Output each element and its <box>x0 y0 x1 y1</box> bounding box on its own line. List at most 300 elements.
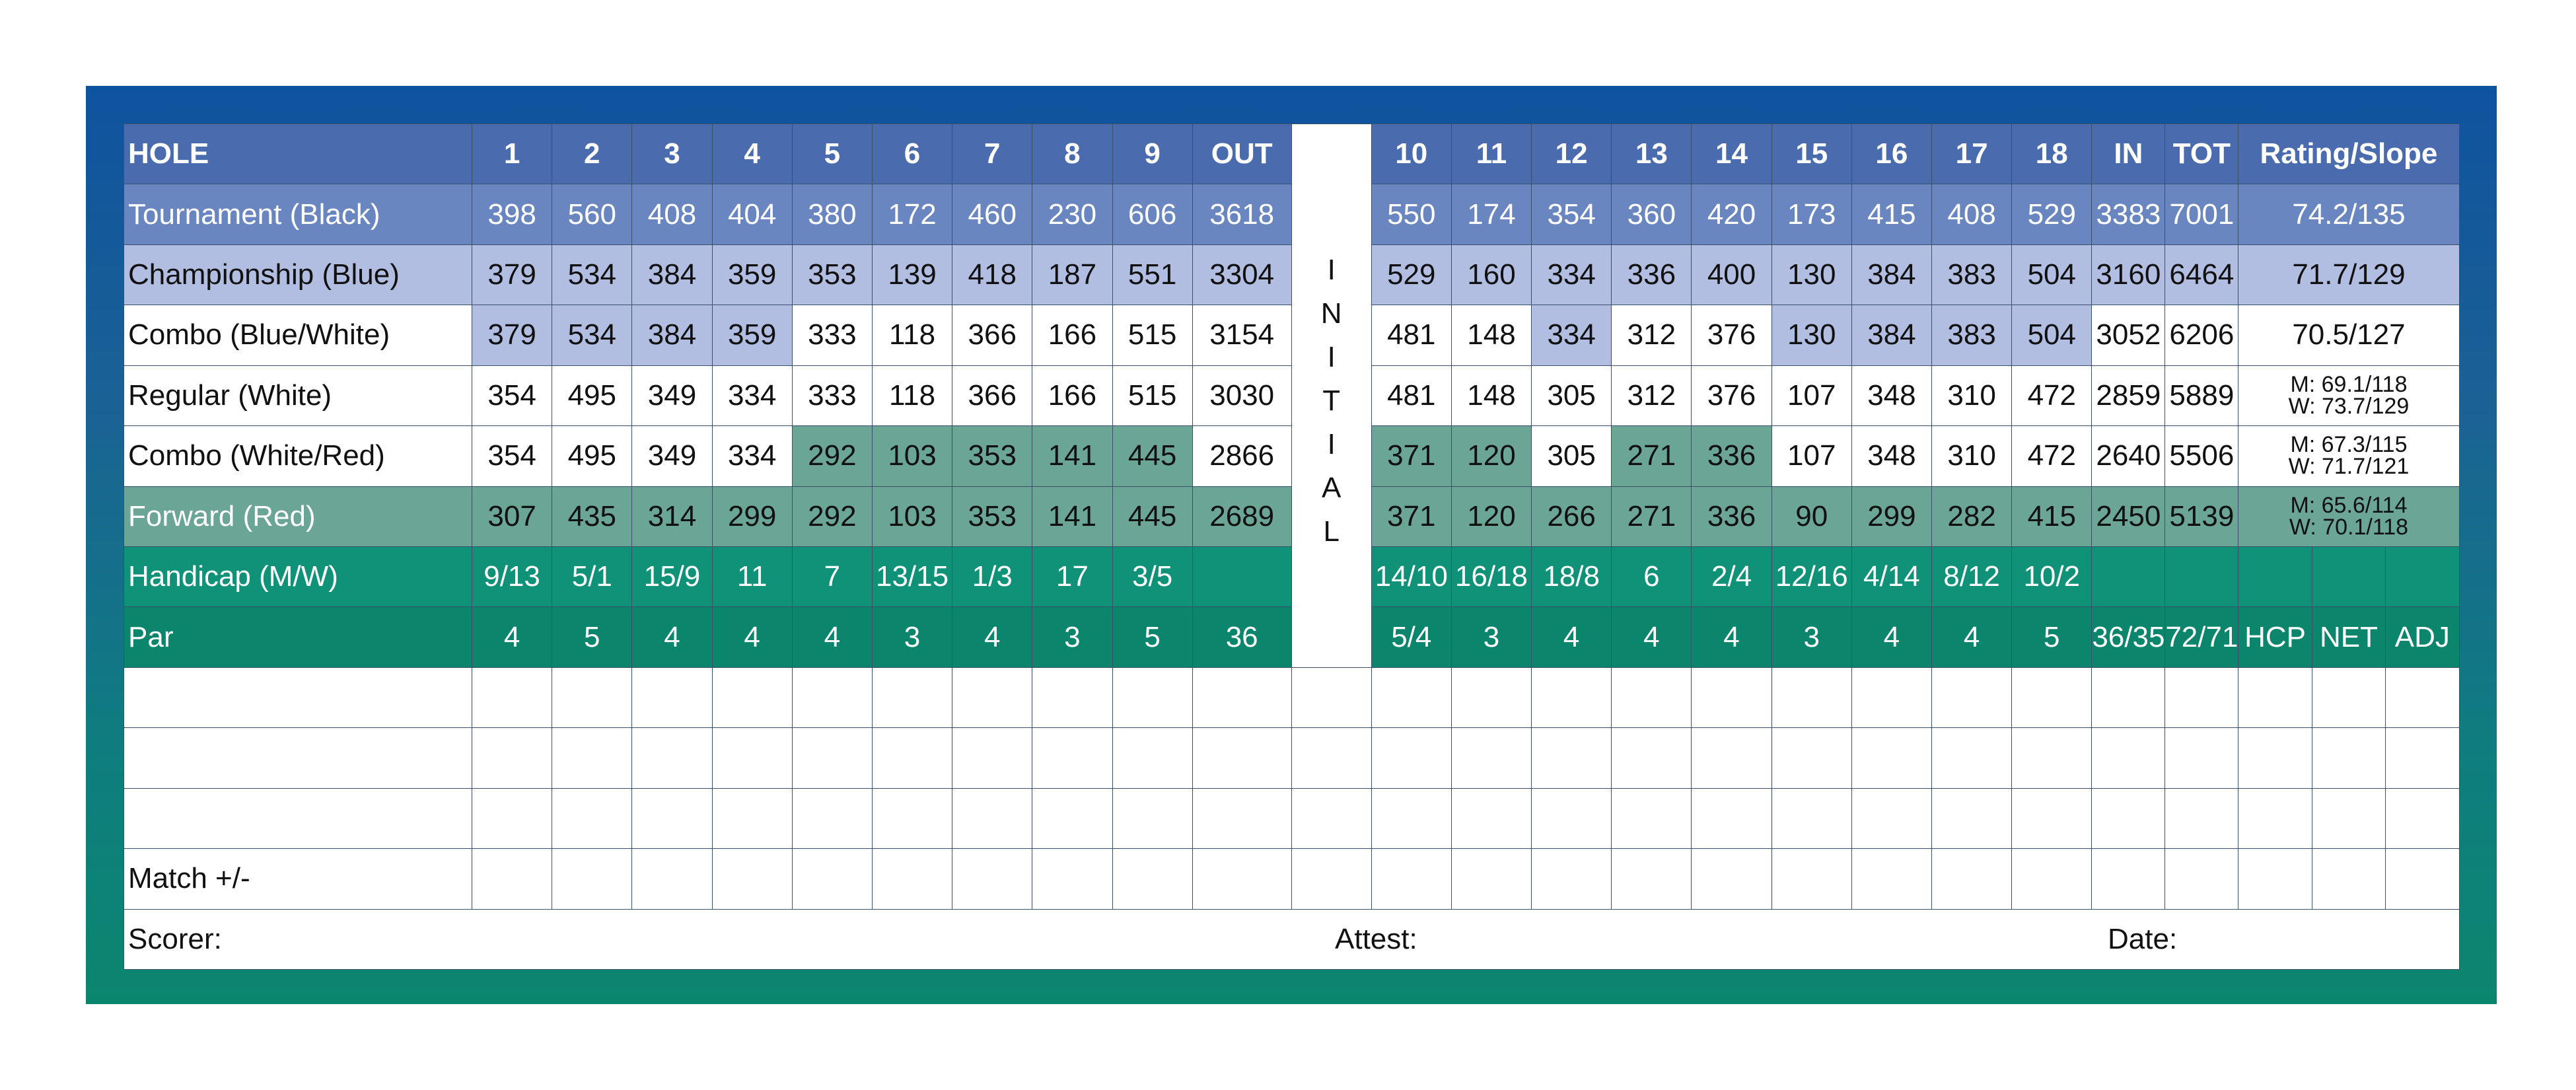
score-entry-cell[interactable] <box>1532 728 1612 788</box>
yardage-cell: 292 <box>793 426 873 486</box>
yardage-cell: 174 <box>1452 184 1532 244</box>
score-entry-cell[interactable] <box>873 728 952 788</box>
par-tot: 72/71 <box>2165 607 2238 667</box>
yardage-cell: 349 <box>632 426 712 486</box>
yardage-cell: 529 <box>1372 245 1452 305</box>
score-entry-cell[interactable] <box>793 728 873 788</box>
yardage-cell: 384 <box>1852 305 1932 365</box>
score-entry-cell[interactable] <box>1292 789 1372 849</box>
header-16: 16 <box>1852 124 1932 184</box>
score-entry-cell[interactable] <box>713 668 793 728</box>
score-entry-cell[interactable] <box>1032 849 1112 909</box>
player-name-cell[interactable] <box>124 728 472 788</box>
score-entry-cell[interactable] <box>1772 849 1852 909</box>
par-cell: 4 <box>1692 607 1771 667</box>
score-entry-cell[interactable] <box>2165 849 2238 909</box>
yardage-cell: 383 <box>1932 245 2012 305</box>
yardage-cell: 495 <box>552 426 632 486</box>
score-entry-cell[interactable] <box>1532 789 1612 849</box>
yardage-cell: 349 <box>632 366 712 426</box>
yardage-cell: 312 <box>1612 366 1692 426</box>
handicap-cell: 5/1 <box>552 547 632 607</box>
rating-line: 70.5/127 <box>2292 318 2406 351</box>
handicap-empty <box>2165 547 2238 607</box>
header-tot: TOT <box>2165 124 2238 184</box>
score-entry-cell[interactable] <box>1372 668 1452 728</box>
score-entry-cell[interactable] <box>632 728 712 788</box>
yardage-cell: 348 <box>1852 366 1932 426</box>
yardage-cell: 534 <box>552 305 632 365</box>
score-entry-cell[interactable] <box>1292 728 1372 788</box>
yardage-cell: 166 <box>1032 305 1112 365</box>
handicap-cell: 18/8 <box>1532 547 1612 607</box>
rating-line: W: 73.7/129 <box>2288 393 2410 419</box>
score-entry-cell[interactable] <box>1772 789 1852 849</box>
score-entry-cell[interactable] <box>2386 789 2459 849</box>
score-entry-cell[interactable] <box>713 728 793 788</box>
initial-letter: I <box>1327 428 1336 460</box>
score-entry-cell[interactable] <box>1292 668 1372 728</box>
par-adj: ADJ <box>2386 607 2459 667</box>
score-entry-cell[interactable] <box>2238 668 2312 728</box>
yardage-cell: 333 <box>793 305 873 365</box>
initial-letter: T <box>1322 384 1341 417</box>
score-entry-cell[interactable] <box>952 728 1032 788</box>
score-entry-cell[interactable] <box>1932 849 2012 909</box>
par-cell: 3 <box>873 607 952 667</box>
rating-line: M: 67.3/115 <box>2290 432 2408 458</box>
yardage-cell: 408 <box>632 184 712 244</box>
yardage-cell: 307 <box>472 487 552 547</box>
scorer-label[interactable]: Scorer: <box>128 922 222 955</box>
header-2: 2 <box>552 124 632 184</box>
score-entry-cell[interactable] <box>1692 789 1771 849</box>
score-entry-cell[interactable] <box>1372 849 1452 909</box>
rating-slope <box>2238 245 2459 305</box>
score-entry-cell[interactable] <box>873 789 952 849</box>
yardage-cell: 383 <box>1932 305 2012 365</box>
par-cell: 5 <box>552 607 632 667</box>
yardage-cell: 415 <box>1852 184 1932 244</box>
yardage-cell: 366 <box>952 305 1032 365</box>
score-entry-cell[interactable] <box>2165 728 2238 788</box>
score-entry-cell[interactable] <box>552 668 632 728</box>
par-cell: 3 <box>1772 607 1852 667</box>
header-15: 15 <box>1772 124 1852 184</box>
yardage-cell: 384 <box>632 245 712 305</box>
score-entry-cell[interactable] <box>1612 668 1692 728</box>
header-14: 14 <box>1692 124 1771 184</box>
score-entry-cell[interactable] <box>2012 668 2092 728</box>
yardage-cell: 379 <box>472 305 552 365</box>
score-entry-cell[interactable] <box>1612 789 1692 849</box>
score-entry-cell[interactable] <box>1932 728 2012 788</box>
header-11: 11 <box>1452 124 1532 184</box>
score-entry-cell[interactable] <box>793 668 873 728</box>
tee-label: Regular (White) <box>124 366 472 426</box>
in-total: 3160 <box>2092 245 2165 305</box>
score-entry-cell[interactable] <box>1852 789 1932 849</box>
handicap-cell: 15/9 <box>632 547 712 607</box>
tot-total: 5889 <box>2165 366 2238 426</box>
signature-footer <box>124 910 2460 970</box>
score-entry-cell[interactable] <box>1113 668 1193 728</box>
rating-line: 71.7/129 <box>2292 258 2406 291</box>
score-entry-cell[interactable] <box>1372 789 1452 849</box>
yardage-cell: 371 <box>1372 426 1452 486</box>
rating-line: M: 69.1/118 <box>2290 371 2408 397</box>
score-entry-cell[interactable] <box>873 668 952 728</box>
score-entry-cell[interactable] <box>2238 789 2312 849</box>
attest-label[interactable]: Attest: <box>1335 922 1417 955</box>
initial-column <box>1292 124 1372 668</box>
header-10: 10 <box>1372 124 1452 184</box>
score-entry-cell[interactable] <box>713 789 793 849</box>
handicap-label: Handicap (M/W) <box>124 547 472 607</box>
handicap-cell: 1/3 <box>952 547 1032 607</box>
yardage-cell: 334 <box>713 366 793 426</box>
score-entry-cell[interactable] <box>1852 668 1932 728</box>
scorecard <box>86 86 2497 1004</box>
yardage-cell: 435 <box>552 487 632 547</box>
yardage-cell: 103 <box>873 487 952 547</box>
yardage-cell: 398 <box>472 184 552 244</box>
score-entry-cell[interactable] <box>1772 668 1852 728</box>
score-entry-cell[interactable] <box>2312 849 2386 909</box>
yardage-cell: 445 <box>1113 426 1193 486</box>
yardage-cell: 504 <box>2012 245 2092 305</box>
score-entry-cell[interactable] <box>2092 849 2165 909</box>
handicap-cell: 8/12 <box>1932 547 2012 607</box>
yardage-cell: 408 <box>1932 184 2012 244</box>
score-entry-cell[interactable] <box>632 789 712 849</box>
yardage-cell: 187 <box>1032 245 1112 305</box>
handicap-cell: 16/18 <box>1452 547 1532 607</box>
header-6: 6 <box>873 124 952 184</box>
score-entry-cell[interactable] <box>1692 849 1771 909</box>
score-entry-cell[interactable] <box>2092 668 2165 728</box>
handicap-cell: 7 <box>793 547 873 607</box>
score-entry-cell[interactable] <box>2386 849 2459 909</box>
yardage-cell: 379 <box>472 245 552 305</box>
score-entry-cell[interactable] <box>2092 789 2165 849</box>
initial-letter: N <box>1320 297 1342 330</box>
score-entry-cell[interactable] <box>2238 728 2312 788</box>
score-entry-cell[interactable] <box>1612 728 1692 788</box>
yardage-cell: 310 <box>1932 366 2012 426</box>
score-entry-cell[interactable] <box>632 849 712 909</box>
tee-label: Tournament (Black) <box>124 184 472 244</box>
tee-label: Combo (Blue/White) <box>124 305 472 365</box>
score-entry-cell[interactable] <box>472 728 552 788</box>
score-entry-cell[interactable] <box>1532 849 1612 909</box>
handicap-cell: 10/2 <box>2012 547 2092 607</box>
par-cell: 4 <box>1532 607 1612 667</box>
initial-letter: A <box>1322 472 1342 504</box>
handicap-cell: 6 <box>1612 547 1692 607</box>
tot-total: 5139 <box>2165 487 2238 547</box>
score-entry-cell[interactable] <box>1532 668 1612 728</box>
yardage-cell: 353 <box>952 426 1032 486</box>
yardage-cell: 266 <box>1532 487 1612 547</box>
score-entry-cell[interactable] <box>552 849 632 909</box>
par-net: NET <box>2312 607 2386 667</box>
rating-slope <box>2238 487 2459 547</box>
rating-line: 74.2/135 <box>2292 198 2406 231</box>
par-cell: 4 <box>1932 607 2012 667</box>
score-entry-cell[interactable] <box>1612 849 1692 909</box>
score-entry-cell[interactable] <box>1193 728 1292 788</box>
score-entry-cell[interactable] <box>952 668 1032 728</box>
handicap-cell: 14/10 <box>1372 547 1452 607</box>
out-total: 3304 <box>1193 245 1292 305</box>
score-entry-cell[interactable] <box>2012 728 2092 788</box>
yardage-cell: 472 <box>2012 426 2092 486</box>
yardage-cell: 360 <box>1612 184 1692 244</box>
handicap-cell: 17 <box>1032 547 1112 607</box>
handicap-empty <box>2092 547 2165 607</box>
yardage-cell: 334 <box>713 426 793 486</box>
out-total: 3618 <box>1193 184 1292 244</box>
player-name-cell[interactable] <box>124 668 472 728</box>
yardage-cell: 376 <box>1692 305 1771 365</box>
in-total: 3052 <box>2092 305 2165 365</box>
yardage-cell: 173 <box>1772 184 1852 244</box>
yardage-cell: 551 <box>1113 245 1193 305</box>
handicap-empty <box>2238 547 2312 607</box>
score-entry-cell[interactable] <box>552 789 632 849</box>
yardage-cell: 139 <box>873 245 952 305</box>
score-entry-cell[interactable] <box>472 789 552 849</box>
header-9: 9 <box>1113 124 1193 184</box>
handicap-cell: 4/14 <box>1852 547 1932 607</box>
tot-total: 5506 <box>2165 426 2238 486</box>
score-entry-cell[interactable] <box>1772 728 1852 788</box>
scorecard-grid <box>124 124 2460 970</box>
handicap-out <box>1193 547 1292 607</box>
yardage-cell: 359 <box>713 305 793 365</box>
score-entry-cell[interactable] <box>1852 849 1932 909</box>
score-entry-cell[interactable] <box>1193 668 1292 728</box>
header-out: OUT <box>1193 124 1292 184</box>
yardage-cell: 371 <box>1372 487 1452 547</box>
tee-label: Championship (Blue) <box>124 245 472 305</box>
score-entry-cell[interactable] <box>1113 728 1193 788</box>
score-entry-cell[interactable] <box>1032 668 1112 728</box>
score-entry-cell[interactable] <box>1113 789 1193 849</box>
initial-letter: L <box>1323 515 1340 548</box>
score-entry-cell[interactable] <box>1452 668 1532 728</box>
header-3: 3 <box>632 124 712 184</box>
header-ratingslope: Rating/Slope <box>2238 124 2459 184</box>
yardage-cell: 400 <box>1692 245 1771 305</box>
yardage-cell: 515 <box>1113 366 1193 426</box>
score-entry-cell[interactable] <box>1852 728 1932 788</box>
par-in: 36/35 <box>2092 607 2165 667</box>
score-entry-cell[interactable] <box>1932 789 2012 849</box>
score-entry-cell[interactable] <box>2012 849 2092 909</box>
yardage-cell: 550 <box>1372 184 1452 244</box>
score-entry-cell[interactable] <box>873 849 952 909</box>
score-entry-cell[interactable] <box>1193 789 1292 849</box>
handicap-empty <box>2386 547 2459 607</box>
out-total: 3154 <box>1193 305 1292 365</box>
par-cell: 5/4 <box>1372 607 1452 667</box>
hole-header: HOLE <box>124 124 472 184</box>
score-entry-cell[interactable] <box>1452 728 1532 788</box>
yardage-cell: 445 <box>1113 487 1193 547</box>
yardage-cell: 305 <box>1532 366 1612 426</box>
yardage-cell: 472 <box>2012 366 2092 426</box>
yardage-cell: 366 <box>952 366 1032 426</box>
handicap-cell: 3/5 <box>1113 547 1193 607</box>
score-entry-cell[interactable] <box>2312 728 2386 788</box>
yardage-cell: 481 <box>1372 305 1452 365</box>
yardage-cell: 420 <box>1692 184 1771 244</box>
score-entry-cell[interactable] <box>2386 668 2459 728</box>
yardage-cell: 333 <box>793 366 873 426</box>
yardage-cell: 166 <box>1032 366 1112 426</box>
score-entry-cell[interactable] <box>1372 728 1452 788</box>
score-entry-cell[interactable] <box>472 849 552 909</box>
score-entry-cell[interactable] <box>472 668 552 728</box>
yardage-cell: 107 <box>1772 366 1852 426</box>
par-cell: 3 <box>1032 607 1112 667</box>
par-label: Par <box>124 607 472 667</box>
yardage-cell: 141 <box>1032 487 1112 547</box>
yardage-cell: 130 <box>1772 245 1852 305</box>
yardage-cell: 305 <box>1532 426 1612 486</box>
initial-letter: I <box>1327 254 1336 286</box>
in-total: 3383 <box>2092 184 2165 244</box>
par-cell: 4 <box>632 607 712 667</box>
tot-total: 6206 <box>2165 305 2238 365</box>
rating-line: M: 65.6/114 <box>2290 492 2408 518</box>
tot-total: 6464 <box>2165 245 2238 305</box>
yardage-cell: 515 <box>1113 305 1193 365</box>
score-entry-cell[interactable] <box>952 789 1032 849</box>
score-entry-cell[interactable] <box>632 668 712 728</box>
score-entry-cell[interactable] <box>2238 849 2312 909</box>
handicap-cell: 2/4 <box>1692 547 1771 607</box>
score-entry-cell[interactable] <box>1452 789 1532 849</box>
tot-total: 7001 <box>2165 184 2238 244</box>
yardage-cell: 118 <box>873 305 952 365</box>
header-5: 5 <box>793 124 873 184</box>
yardage-cell: 130 <box>1772 305 1852 365</box>
header-1: 1 <box>472 124 552 184</box>
date-label[interactable]: Date: <box>2108 922 2178 955</box>
yardage-cell: 172 <box>873 184 952 244</box>
yardage-cell: 118 <box>873 366 952 426</box>
score-entry-cell[interactable] <box>2312 789 2386 849</box>
score-entry-cell[interactable] <box>2092 728 2165 788</box>
initial-letter: I <box>1327 341 1336 373</box>
yardage-cell: 103 <box>873 426 952 486</box>
score-entry-cell[interactable] <box>552 728 632 788</box>
yardage-cell: 120 <box>1452 426 1532 486</box>
rating-slope <box>2238 366 2459 426</box>
score-entry-cell[interactable] <box>1692 668 1771 728</box>
score-entry-cell[interactable] <box>2386 728 2459 788</box>
rating-line: W: 70.1/118 <box>2289 514 2409 540</box>
yardage-cell: 354 <box>1532 184 1612 244</box>
yardage-cell: 230 <box>1032 184 1112 244</box>
player-name-cell[interactable] <box>124 789 472 849</box>
yardage-cell: 495 <box>552 366 632 426</box>
score-entry-cell[interactable] <box>2312 668 2386 728</box>
yardage-cell: 529 <box>2012 184 2092 244</box>
score-entry-cell[interactable] <box>1032 728 1112 788</box>
handicap-cell: 9/13 <box>472 547 552 607</box>
score-entry-cell[interactable] <box>1932 668 2012 728</box>
yardage-cell: 415 <box>2012 487 2092 547</box>
yardage-cell: 336 <box>1692 487 1771 547</box>
score-entry-cell[interactable] <box>1292 849 1372 909</box>
yardage-cell: 380 <box>793 184 873 244</box>
header-17: 17 <box>1932 124 2012 184</box>
score-entry-cell[interactable] <box>1113 849 1193 909</box>
rating-slope <box>2238 426 2459 486</box>
yardage-cell: 141 <box>1032 426 1112 486</box>
score-entry-cell[interactable] <box>2165 789 2238 849</box>
handicap-empty <box>2312 547 2386 607</box>
score-entry-cell[interactable] <box>952 849 1032 909</box>
yardage-cell: 418 <box>952 245 1032 305</box>
score-entry-cell[interactable] <box>2012 789 2092 849</box>
yardage-cell: 160 <box>1452 245 1532 305</box>
yardage-cell: 354 <box>472 426 552 486</box>
yardage-cell: 310 <box>1932 426 2012 486</box>
score-entry-cell[interactable] <box>1692 728 1771 788</box>
header-4: 4 <box>713 124 793 184</box>
yardage-cell: 148 <box>1452 305 1532 365</box>
yardage-cell: 348 <box>1852 426 1932 486</box>
yardage-cell: 107 <box>1772 426 1852 486</box>
yardage-cell: 336 <box>1692 426 1771 486</box>
score-entry-cell[interactable] <box>1193 849 1292 909</box>
yardage-cell: 560 <box>552 184 632 244</box>
yardage-cell: 271 <box>1612 426 1692 486</box>
yardage-cell: 334 <box>1532 305 1612 365</box>
yardage-cell: 334 <box>1532 245 1612 305</box>
score-entry-cell[interactable] <box>793 789 873 849</box>
par-cell: 3 <box>1452 607 1532 667</box>
yardage-cell: 384 <box>1852 245 1932 305</box>
in-total: 2859 <box>2092 366 2165 426</box>
yardage-cell: 359 <box>713 245 793 305</box>
yardage-cell: 299 <box>1852 487 1932 547</box>
par-cell: 4 <box>1612 607 1692 667</box>
yardage-cell: 460 <box>952 184 1032 244</box>
score-entry-cell[interactable] <box>1452 849 1532 909</box>
par-cell: 5 <box>1113 607 1193 667</box>
score-entry-cell[interactable] <box>1032 789 1112 849</box>
yardage-cell: 353 <box>793 245 873 305</box>
score-entry-cell[interactable] <box>793 849 873 909</box>
yardage-cell: 282 <box>1932 487 2012 547</box>
score-entry-cell[interactable] <box>713 849 793 909</box>
yardage-cell: 481 <box>1372 366 1452 426</box>
par-out: 36 <box>1193 607 1292 667</box>
yardage-cell: 376 <box>1692 366 1771 426</box>
yardage-cell: 312 <box>1612 305 1692 365</box>
match-label[interactable]: Match +/- <box>124 849 472 909</box>
header-7: 7 <box>952 124 1032 184</box>
rating-line: W: 71.7/121 <box>2288 454 2410 480</box>
out-total: 2689 <box>1193 487 1292 547</box>
score-entry-cell[interactable] <box>2165 668 2238 728</box>
